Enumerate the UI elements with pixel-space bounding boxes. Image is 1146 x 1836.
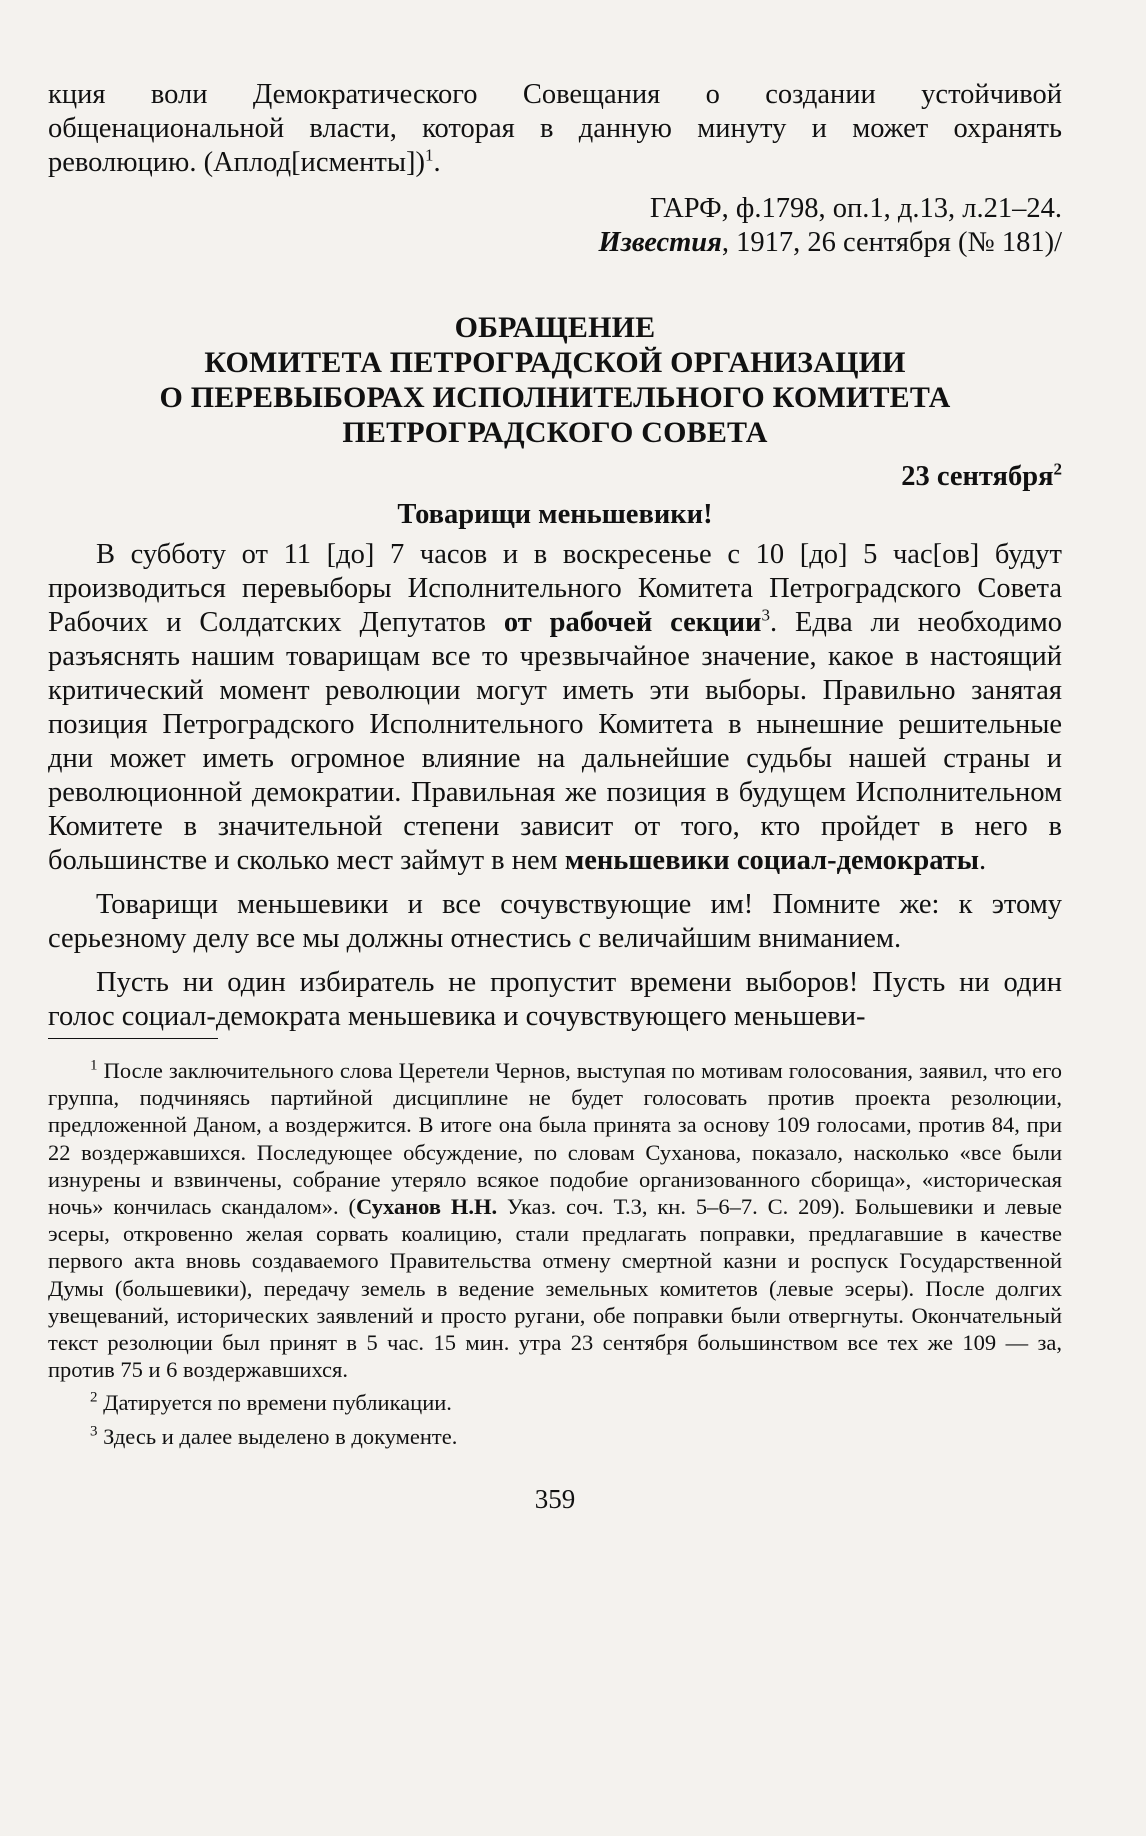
title-line-1: ОБРАЩЕНИЕ [454, 311, 656, 344]
title-line-3: О ПЕРЕВЫБОРАХ ИСПОЛНИТЕЛЬНОГО КОМИТЕТА [159, 381, 951, 414]
continued-paragraph: кция воли Демократического Совещания о создании устойчивой общенациональной власти, которая в данную минуту и может охранять революцию. (Аплод[исменты])$^1$. [48, 79, 1062, 178]
footnote-ref-3: 3 [761, 605, 770, 625]
footnote-ref-1: 1 [425, 145, 434, 165]
title-line-4: ПЕТРОГРАДСКОГО СОВЕТА [342, 416, 768, 449]
footnote-3: $^3$ Здесь и далее выделено в документе. [90, 1423, 458, 1449]
footnote-1: $^1$ После заключительного слова Церетели Чернов, выступая по мотивам голосования, заявил, что его группа, подчиняясь партийной дисциплине не будет голосовать против проекта резолюции, предложенной Даном, а воздержится. В итоге она была принята за основу 109 голосами, против 84, при 22 воздержавшихся. Последующее обсуждение, по словам Суханова, показало, насколько «все были изнурены и взвинчены, собрание утеряло всякое подобие организованного сборища», «историческая ночь» кончилась скандалом». (Суханов Н.Н. Указ. соч. Т.3, кн. 5–6–7. С. 209). Большевики и левые эсеры, откровенно желая сорвать коалицию, стали предлагать поправки, предлагавшие в качестве первого акта вновь создаваемого Правительства отмену смертной казни и роспуск Государственной Думы (большевики), передачу земель в ведение земельных комитетов (левые эсеры). После долгих увещеваний, исторических заявлений и просто ругани, обе поправки были отвергнуты. Окончательный текст резолюции был принят в 5 час. 15 мин. утра 23 сентября большинством все тех же 109 — за, против 75 и 6 воздержавшихся. [48, 1057, 1063, 1383]
source-archive: ГАРФ, ф.1798, оп.1, д.13, л.21–24. [649, 193, 1062, 224]
footnote-ref-2: 2 [1053, 459, 1062, 479]
document-date: 23 сентября$^2$ [901, 459, 1062, 492]
footnote-divider [48, 1038, 218, 1039]
source-newspaper: Известия, 1917, 26 сентября (№ 181)/ [598, 227, 1062, 258]
body-paragraph-1: В субботу от 11 [до] 7 часов и в воскресенье с 10 [до] 5 час[ов] будут производиться перевыборы Исполнительного Комитета Петроградского Совета Рабочих и Солдатских Депутатов от рабочей секции$^3$. Едва ли необходимо разъяснять нашим товарищам все то чрезвычайное значение, какое в настоящий критический момент революции могут иметь эти выборы. Правильно занятая позиция Петроградского Исполнительного Комитета в нынешние решительные дни может иметь огромное влияние на дальнейшие судьбы нашей страны и революционной демократии. Правильная же позиция в будущем Исполнительном Комитете в значительной степени зависит от того, кто пройдет в него в большинстве и сколько мест займут в нем меньшевики социал-демократы. [48, 539, 1063, 876]
page-number: 359 [534, 1483, 576, 1514]
footnote-2: $^2$ Датируется по времени публикации. [90, 1389, 452, 1416]
title-line-2: КОМИТЕТА ПЕТРОГРАДСКОЙ ОРГАНИЗАЦИИ [204, 346, 906, 379]
body-paragraph-2: Товарищи меньшевики и все сочувствующие им! Помните же: к этому серьезному делу все мы должны отнестись с величайшим вниманием. [48, 889, 1062, 954]
salutation: Товарищи меньшевики! [397, 499, 713, 530]
document-page [48, 78, 1062, 1515]
document-title [48, 310, 1062, 450]
body-paragraph-3: Пусть ни один избиратель не пропустит времени выборов! Пусть ни один голос социал-демократа меньшевика и сочувствующего меньшеви- [48, 967, 1062, 1032]
newspaper-name: Известия [598, 227, 722, 258]
